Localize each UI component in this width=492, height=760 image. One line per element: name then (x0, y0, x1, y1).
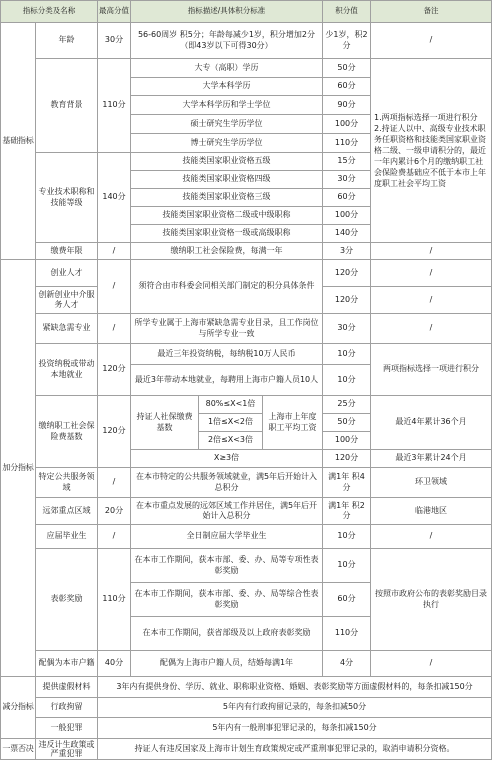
category-deduction: 减分指标 (1, 677, 36, 739)
entrepreneur-remark: / (371, 260, 492, 287)
shortage-max-score: / (98, 314, 131, 344)
skills-item-description: 技能类国家职业资格五级 (131, 153, 323, 171)
age-name: 年龄 (36, 23, 98, 59)
education-skills-remark (371, 59, 492, 243)
skills-item-description: 技能类国家职业资格一级或高级职称 (131, 225, 323, 243)
social-insurance-name: 缴纳职工社会保险费基数 (36, 396, 98, 468)
investment-max-score: 120分 (98, 344, 131, 396)
education-item-description: 大学本科学历和学士学位 (131, 96, 323, 115)
education-item-description: 博士研究生学历学位 (131, 134, 323, 153)
intermediary-name: 创新创业中介服务人才 (36, 287, 98, 314)
social-insurance-points: 120分 (323, 450, 371, 468)
public-service-max-score: / (98, 468, 131, 498)
social-insurance-points: 25分 (323, 396, 371, 414)
social-insurance-basis-label: 持证人社保缴费基数 (131, 396, 199, 450)
age-description: 56-60周岁 积5分；年龄每减少1岁，积分增加2分（即43岁以下可得30分） (131, 23, 323, 59)
public-service-name: 特定公共服务领域 (36, 468, 98, 498)
entrepreneur-points: 120分 (323, 260, 371, 287)
intermediary-points: 120分 (323, 287, 371, 314)
deduction-item-description: 3年内有提供身份、学历、就业、职称职业资格、婚姻、表彰奖励等方面虚假材料的，每条扣减150分 (98, 677, 492, 698)
skills-item-points: 140分 (323, 225, 371, 243)
shortage-points: 30分 (323, 314, 371, 344)
awards-name: 表彰奖励 (36, 549, 98, 651)
education-item-points: 60分 (323, 78, 371, 96)
graduate-remark: / (371, 525, 492, 549)
spouse-points: 4分 (323, 651, 371, 677)
investment-item-points: 10分 (323, 365, 371, 396)
suburb-points: 满1年 积2分 (323, 498, 371, 525)
awards-item-description: 在本市工作期间，获本市部、委、办、局等综合性表彰奖励 (131, 583, 323, 617)
graduate-points: 10分 (323, 525, 371, 549)
skills-max-score: 140分 (98, 153, 131, 243)
graduate-max-score: / (98, 525, 131, 549)
social-insurance-points: 50分 (323, 414, 371, 432)
investment-name: 投资纳税或带动本地就业 (36, 344, 98, 396)
shortage-name: 紧缺急需专业 (36, 314, 98, 344)
talent-max-score: / (98, 260, 131, 314)
veto-description: 持证人有违反国家及上海市计划生育政策规定或严重刑事犯罪记录的，取消申请积分资格。 (98, 739, 492, 760)
social-insurance-range: 2倍≤X<3倍 (199, 432, 263, 450)
skills-name: 专业技术职称和技能等级 (36, 153, 98, 243)
contribution-years-name: 缴费年限 (36, 243, 98, 260)
education-item-points: 100分 (323, 115, 371, 134)
public-service-points: 满1年 积4分 (323, 468, 371, 498)
skills-item-points: 15分 (323, 153, 371, 171)
contribution-years-description: 缴纳职工社会保险费，每满一年 (131, 243, 323, 260)
skills-item-description: 技能类国家职业资格四级 (131, 171, 323, 189)
investment-item-points: 10分 (323, 344, 371, 365)
age-max-score: 30分 (98, 23, 131, 59)
awards-item-points: 110分 (323, 617, 371, 651)
investment-item-description: 最近三年投资纳税，每纳税10万人民币 (131, 344, 323, 365)
social-insurance-reference: 上海市上年度职工平均工资 (263, 396, 323, 450)
education-name: 教育背景 (36, 59, 98, 153)
investment-item-description: 最近3年带动本地就业，每聘用上海市户籍人员10人 (131, 365, 323, 396)
public-service-description: 在本市特定的公共服务领域就业，满5年后开始计入总积分 (131, 468, 323, 498)
social-insurance-range: 1倍≤X<2倍 (199, 414, 263, 432)
suburb-max-score: 20分 (98, 498, 131, 525)
skills-item-points: 60分 (323, 189, 371, 207)
suburb-remark: 临港地区 (371, 498, 492, 525)
age-remark: / (371, 23, 492, 59)
spouse-name: 配偶为本市户籍 (36, 651, 98, 677)
awards-item-description: 在本市工作期间，获本市部、委、办、局等专项性表彰奖励 (131, 549, 323, 583)
awards-max-score: 110分 (98, 549, 131, 651)
contribution-years-max-score: / (98, 243, 131, 260)
social-insurance-range: X≥3倍 (131, 450, 323, 468)
contribution-years-points: 3分 (323, 243, 371, 260)
header-description: 指标描述/具体积分标准 (131, 1, 323, 23)
suburb-description: 在本市重点发展的远郊区域工作并居住，满5年后开始计入总积分 (131, 498, 323, 525)
deduction-item-name: 一般犯罪 (36, 718, 98, 739)
category-bonus: 加分指标 (1, 260, 36, 677)
suburb-name: 远郊重点区域 (36, 498, 98, 525)
social-insurance-remark: 最近3年累计24个月 (371, 450, 492, 468)
education-item-points: 90分 (323, 96, 371, 115)
deduction-item-name: 行政拘留 (36, 698, 98, 718)
spouse-description: 配偶为上海市户籍人员，结婚每满1年 (131, 651, 323, 677)
education-item-description: 硕士研究生学历学位 (131, 115, 323, 134)
social-insurance-points: 100分 (323, 432, 371, 450)
education-item-points: 50分 (323, 59, 371, 78)
deduction-item-description: 5年内有一般刑事犯罪记录的，每条扣减150分 (98, 718, 492, 739)
header-remarks: 备注 (371, 1, 492, 23)
shortage-description: 所学专业属于上海市紧缺急需专业目录，且工作岗位与所学专业一致 (131, 314, 323, 344)
deduction-item-description: 5年内有行政拘留记录的，每条扣减50分 (98, 698, 492, 718)
spouse-max-score: 40分 (98, 651, 131, 677)
social-insurance-remark: 最近4年累计36个月 (371, 396, 492, 450)
graduate-description: 全日制应届大学毕业生 (131, 525, 323, 549)
deduction-item-name: 提供虚假材料 (36, 677, 98, 698)
intermediary-remark: / (371, 287, 492, 314)
category-basic: 基础指标 (1, 23, 36, 260)
spouse-remark: / (371, 651, 492, 677)
investment-remark: 两项指标选择一项进行积分 (371, 344, 492, 396)
education-max-score: 110分 (98, 59, 131, 153)
veto-name: 违反计生政策或严重犯罪 (36, 739, 98, 760)
awards-item-points: 10分 (323, 549, 371, 583)
age-points: 少1岁，积2分 (323, 23, 371, 59)
skills-item-description: 技能类国家职业资格二级或中级职称 (131, 207, 323, 225)
social-insurance-range: 80%≤X<1倍 (199, 396, 263, 414)
remark-line: 1.两项指标选择一项进行积分 (374, 113, 478, 122)
header-category-name: 指标分类及名称 (1, 1, 98, 23)
entrepreneur-name: 创业人才 (36, 260, 98, 287)
header-points: 积分值 (323, 1, 371, 23)
skills-item-description: 技能类国家职业资格三级 (131, 189, 323, 207)
remark-line: 2.持证人以中、高级专业技术职务任职资格和技能类国家职业资格二级、一级申请积分的，最近一年内累计6个月的缴纳职工社会保险费基础应不低于本市上年度职工社会平均工资 (374, 124, 486, 188)
awards-item-description: 在本市工作期间，获省部级及以上政府表彰奖励 (131, 617, 323, 651)
social-insurance-max-score: 120分 (98, 396, 131, 468)
education-item-description: 大学本科学历 (131, 78, 323, 96)
shortage-remark: / (371, 314, 492, 344)
education-item-description: 大专（高职）学历 (131, 59, 323, 78)
talent-description: 须符合由市科委会同相关部门制定的积分具体条件 (131, 260, 323, 314)
graduate-name: 应届毕业生 (36, 525, 98, 549)
skills-item-points: 100分 (323, 207, 371, 225)
contribution-years-remark: / (371, 243, 492, 260)
category-veto: 一票否决 (1, 739, 36, 760)
awards-item-points: 60分 (323, 583, 371, 617)
education-item-points: 110分 (323, 134, 371, 153)
skills-item-points: 30分 (323, 171, 371, 189)
header-max-score: 最高分值 (98, 1, 131, 23)
public-service-remark: 环卫领域 (371, 468, 492, 498)
awards-remark: 按照市政府公布的表彰奖励目录执行 (371, 549, 492, 651)
